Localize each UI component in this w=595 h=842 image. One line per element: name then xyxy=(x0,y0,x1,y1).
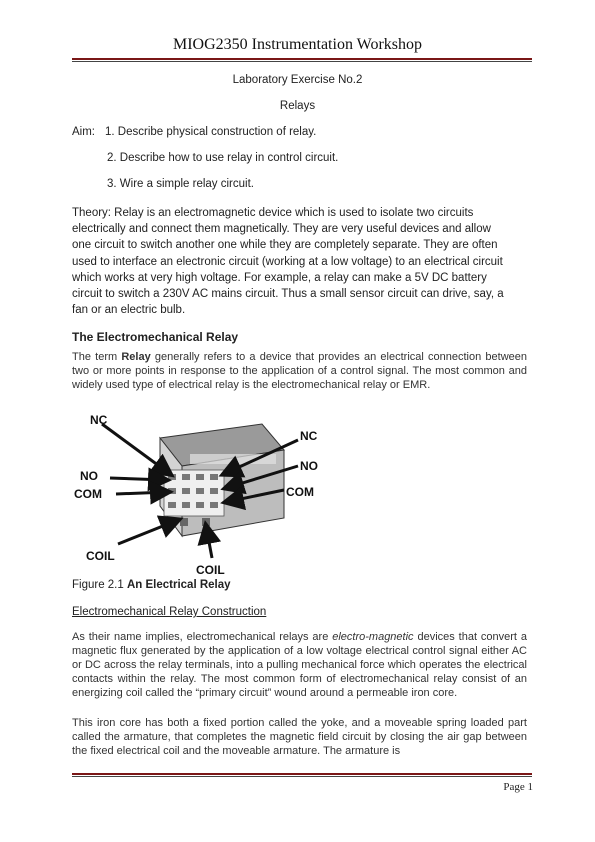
section-heading-relay-construction: Electromechanical Relay Construction xyxy=(72,606,267,618)
theory-line: which works at very high voltage. For example, a relay can make a 5V DC battery xyxy=(72,271,487,284)
theory-line: Theory: Relay is an electromagnetic device which is used to isolate two circuits xyxy=(72,207,474,219)
theory-line: fan or an electric bulb. xyxy=(72,304,186,317)
label-com-right: COM xyxy=(286,485,314,499)
theory-line: circuit to switch a 230V AC mains circuit. Thus a small sensor circuit can drive, say, a xyxy=(72,288,504,301)
relay-term: Relay xyxy=(121,351,151,363)
relay-illustration xyxy=(72,410,332,582)
label-nc-right: NC xyxy=(300,429,318,443)
theory-paragraph xyxy=(72,205,527,318)
label-no-right: NO xyxy=(300,459,318,473)
exercise-title: Laboratory Exercise No.2 xyxy=(232,74,363,86)
aim-item-1: 1. Describe physical construction of relay. xyxy=(105,126,317,138)
exercise-topic: Relays xyxy=(279,100,316,112)
theory-line: one circuit to switch another one while they are completely separate. They are often xyxy=(72,239,498,252)
theory-line: used to interface an electronic circuit (working at a low voltage) to an electrical circuit xyxy=(72,255,503,268)
page-number: Page 1 xyxy=(503,781,533,793)
page-header-title: MIOG2350 Instrumentation Workshop xyxy=(172,36,423,53)
aim-item-2: 2. Describe how to use relay in control circuit. xyxy=(107,152,339,164)
section2-paragraph-1: As their name implies, electromechanical relays are electro-magnetic devices that convert a magnetic flux generated by the application of a low voltage electrical control signal either AC or DC across the relay terminals, into a pulling mechanical force which operates the electrical contacts within the relay. The most common form of electromechanical relay consist of an energizing coil called the “primary circuit” wound around a permeable iron core. xyxy=(72,631,527,699)
label-com-left: COM xyxy=(74,487,102,501)
aim-label: Aim: xyxy=(72,126,95,138)
figure-caption: Figure 2.1 An Electrical Relay xyxy=(72,579,231,591)
theory-line: electrically and connect them magnetically. They are very useful devices and allow xyxy=(72,223,491,236)
section-heading-electromechanical-relay: The Electromechanical Relay xyxy=(72,330,239,344)
header-rule-thin xyxy=(72,61,532,62)
footer-rule xyxy=(72,773,532,775)
label-nc-left: NC xyxy=(90,413,108,427)
label-coil-left: COIL xyxy=(86,549,115,563)
relay-figure xyxy=(72,410,332,582)
label-no-left: NO xyxy=(80,469,98,483)
aim-item-3: 3. Wire a simple relay circuit. xyxy=(107,178,254,190)
section2-paragraph-2: This iron core has both a fixed portion called the yoke, and a moveable spring loaded part called the armature, that completes the magnetic field circuit by closing the air gap between the fixed electrical coil and the moveable armature. The armature is xyxy=(72,717,527,757)
header-rule xyxy=(72,58,532,60)
section1-paragraph: The term Relay generally refers to a device that provides an electrical connection between two or more points in response to the application of a control signal. The most common and widely used type of electrical relay is the electromechanical relay or EMR. xyxy=(72,351,527,391)
footer-rule-thin xyxy=(72,776,532,777)
label-coil-right: COIL xyxy=(196,563,225,577)
